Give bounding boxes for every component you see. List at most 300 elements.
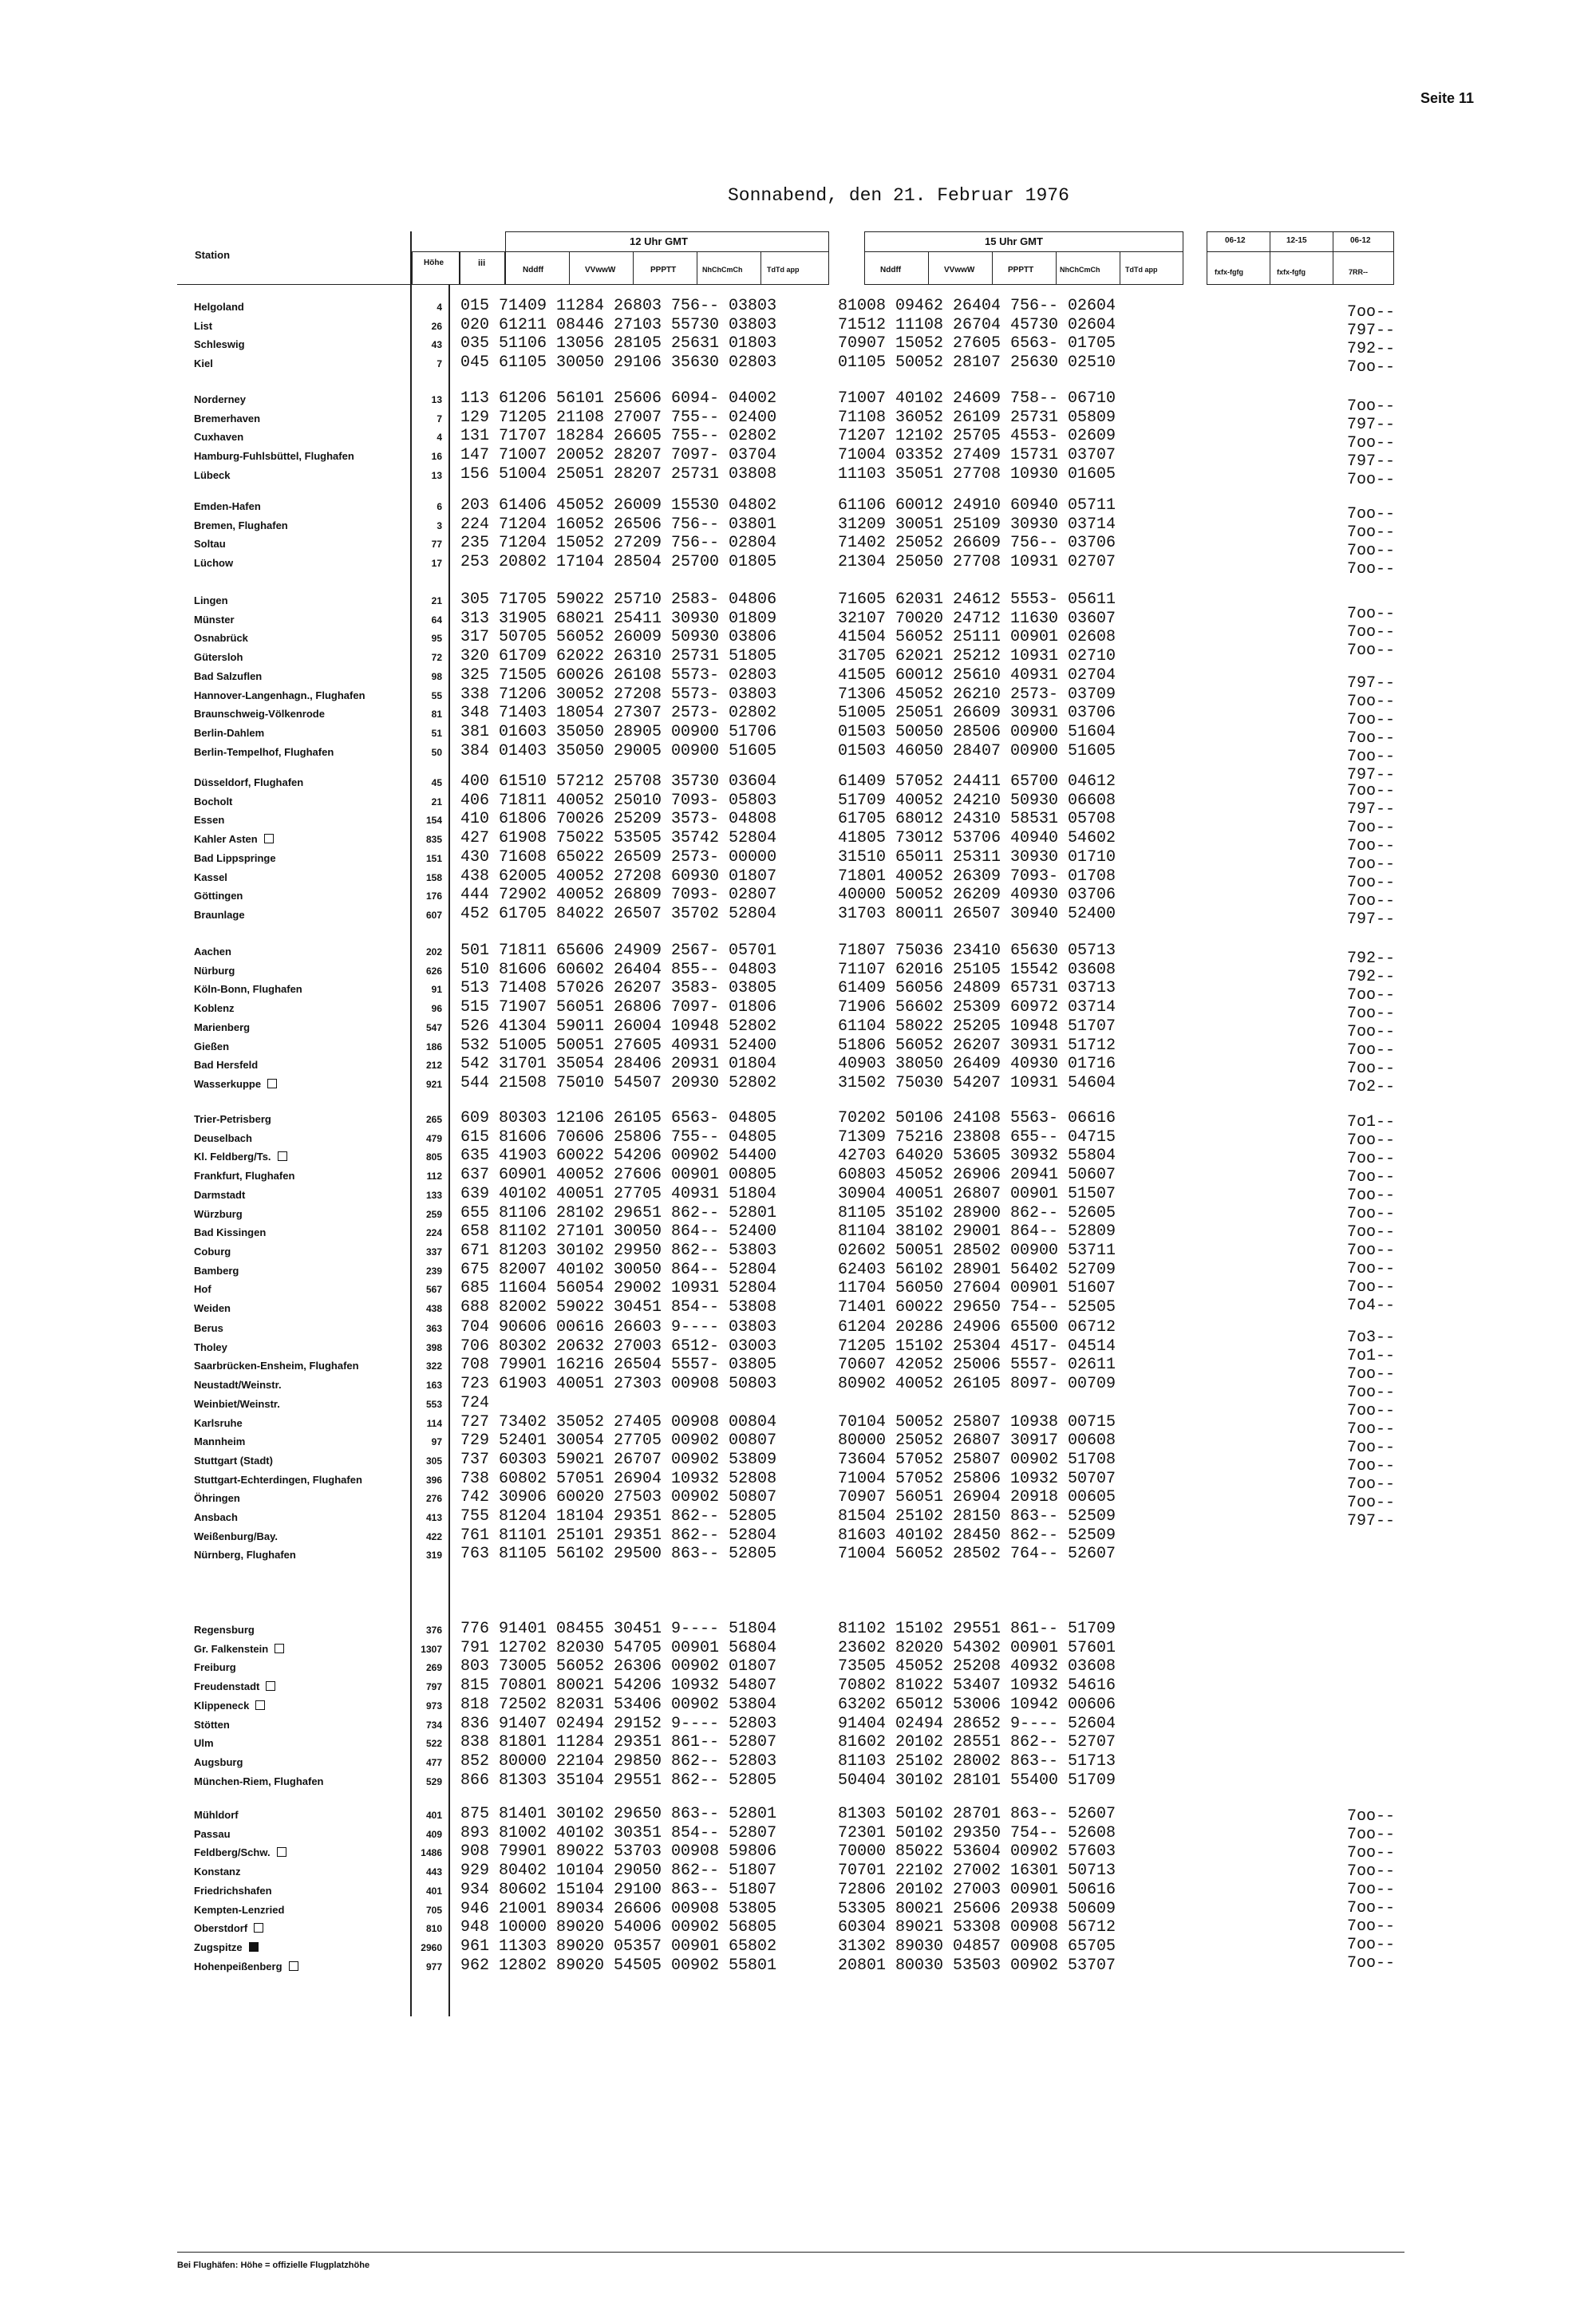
precip-code: 7oo-- <box>1347 303 1396 322</box>
obs-12utc: 131 71707 18284 26605 755-- 02802 <box>460 427 777 445</box>
header-p2: 12-15 <box>1286 236 1307 245</box>
station-name: Lüchow <box>194 557 234 569</box>
station-height: 95 <box>431 633 442 644</box>
obs-12utc: 836 91407 02494 29152 9---- 52803 <box>460 1715 777 1733</box>
precip-code: 7oo-- <box>1347 358 1396 377</box>
station-height: 977 <box>425 1961 442 1972</box>
station-height: 64 <box>431 614 442 626</box>
obs-12utc: 305 71705 59022 25710 2583- 04806 <box>460 590 777 609</box>
open-square-icon <box>277 1847 286 1857</box>
station-height: 522 <box>425 1738 442 1749</box>
obs-15utc: 61409 56056 24809 65731 03713 <box>838 979 1116 997</box>
station-height: 276 <box>425 1493 442 1504</box>
precip-code: 7oo-- <box>1347 1278 1396 1297</box>
obs-12utc: 852 80000 22104 29850 862-- 52803 <box>460 1752 777 1771</box>
station-name: Bocholt <box>194 796 233 807</box>
station-height: 50 <box>431 747 442 758</box>
obs-15utc: 70104 50052 25807 10938 00715 <box>838 1413 1116 1431</box>
station-height: 4 <box>437 302 442 313</box>
obs-15utc: 71605 62031 24612 5553- 05611 <box>838 590 1116 609</box>
precip-code: 7oo-- <box>1347 1205 1396 1223</box>
station-height: 16 <box>431 451 442 462</box>
obs-12utc: 875 81401 30102 29650 863-- 52801 <box>460 1805 777 1823</box>
obs-15utc: 71004 56052 28502 764-- 52607 <box>838 1545 1116 1563</box>
obs-12utc: 338 71206 30052 27208 5573- 03803 <box>460 685 777 704</box>
precip-code: 7oo-- <box>1347 1168 1396 1187</box>
station-name: Lübeck <box>194 469 231 481</box>
station-height: 81 <box>431 709 442 720</box>
precip-code: 7oo-- <box>1347 1862 1396 1881</box>
obs-12utc: 908 79901 89022 53703 00908 59806 <box>460 1842 777 1861</box>
station-height: 810 <box>425 1923 442 1934</box>
precip-code: 7oo-- <box>1347 642 1396 660</box>
obs-12utc: 544 21508 75010 54507 20930 52802 <box>460 1074 777 1092</box>
station-height: 176 <box>425 890 442 902</box>
obs-12utc: 035 51106 13056 28105 25631 01803 <box>460 334 777 353</box>
obs-15utc: 71004 03352 27409 15731 03707 <box>838 446 1116 464</box>
station-height: 305 <box>425 1455 442 1467</box>
obs-12utc: 444 72902 40052 26809 7093- 02807 <box>460 886 777 904</box>
obs-12utc: 156 51004 25051 28207 25731 03808 <box>460 465 777 484</box>
obs-12utc: 637 60901 40052 27606 00901 00805 <box>460 1166 777 1184</box>
h15-c1: VVwwW <box>944 266 975 274</box>
obs-15utc: 01503 46050 28407 00900 51605 <box>838 742 1116 760</box>
h12-c4: TdTd app <box>767 266 800 274</box>
station-name: Weinbiet/Weinstr. <box>194 1398 280 1410</box>
obs-15utc: 72301 50102 29350 754-- 52608 <box>838 1824 1116 1842</box>
station-name: Hannover-Langenhagn., Flughafen <box>194 689 365 701</box>
header-p3-sub: 7RR-- <box>1349 268 1368 276</box>
station-height: 319 <box>425 1550 442 1561</box>
obs-15utc: 62403 56102 28901 56402 52709 <box>838 1261 1116 1279</box>
obs-12utc: 688 82002 59022 30451 854-- 53808 <box>460 1298 777 1317</box>
obs-12utc: 738 60802 57051 26904 10932 52808 <box>460 1470 777 1488</box>
obs-12utc: 729 52401 30054 27705 00902 00807 <box>460 1431 777 1450</box>
obs-12utc: 655 81106 28102 29651 862-- 52801 <box>460 1204 777 1222</box>
station-height: 55 <box>431 690 442 701</box>
obs-15utc: 02602 50051 28502 00900 53711 <box>838 1242 1116 1260</box>
obs-15utc: 81504 25102 28150 863-- 52509 <box>838 1507 1116 1526</box>
station-name: Göttingen <box>194 890 243 902</box>
station-height: 202 <box>425 946 442 958</box>
obs-12utc: 235 71204 15052 27209 756-- 02804 <box>460 534 777 552</box>
obs-15utc: 70000 85022 53604 00902 57603 <box>838 1842 1116 1861</box>
station-height: 96 <box>431 1003 442 1014</box>
station-name: Braunschweig-Völkenrode <box>194 708 325 720</box>
station-name: Hof <box>194 1283 211 1295</box>
precip-code: 7o3-- <box>1347 1329 1396 1347</box>
precip-code: 7oo-- <box>1347 623 1396 642</box>
station-name: Zugspitze <box>194 1941 259 1953</box>
station-height: 13 <box>431 394 442 405</box>
open-square-icon <box>278 1151 287 1161</box>
obs-12utc: 929 80402 10104 29050 862-- 51807 <box>460 1862 777 1880</box>
precip-code: 7oo-- <box>1347 1365 1396 1384</box>
obs-12utc: 948 10000 89020 54006 00902 56805 <box>460 1918 777 1937</box>
obs-15utc: 42703 64020 53605 30932 55804 <box>838 1147 1116 1165</box>
station-name: Schleswig <box>194 338 245 350</box>
obs-15utc: 30904 40051 26807 00901 51507 <box>838 1185 1116 1203</box>
station-height: 158 <box>425 872 442 883</box>
h15-c3: NhChCmCh <box>1060 266 1100 274</box>
precip-code: 7oo-- <box>1347 693 1396 711</box>
station-height: 72 <box>431 652 442 663</box>
obs-12utc: 658 81102 27101 30050 864-- 52400 <box>460 1222 777 1241</box>
precip-code: 7oo-- <box>1347 1844 1396 1862</box>
station-name: Augsburg <box>194 1756 243 1768</box>
precip-code: 7oo-- <box>1347 523 1396 542</box>
obs-15utc: 61409 57052 24411 65700 04612 <box>838 772 1116 791</box>
station-name: Braunlage <box>194 909 245 921</box>
station-name: Münster <box>194 614 235 626</box>
obs-12utc: 755 81204 18104 29351 862-- 52805 <box>460 1507 777 1526</box>
obs-15utc: 81602 20102 28551 862-- 52707 <box>838 1733 1116 1751</box>
obs-15utc: 71007 40102 24609 758-- 06710 <box>838 389 1116 408</box>
obs-15utc: 31703 80011 26507 30940 52400 <box>838 905 1116 923</box>
obs-12utc: 015 71409 11284 26803 756-- 03803 <box>460 297 777 315</box>
precip-code: 7oo-- <box>1347 1260 1396 1278</box>
obs-15utc: 73505 45052 25208 40932 03608 <box>838 1657 1116 1676</box>
station-name: Deuselbach <box>194 1132 252 1144</box>
station-name: Weiden <box>194 1302 231 1314</box>
obs-12utc: 818 72502 82031 53406 00902 53804 <box>460 1696 777 1714</box>
station-name: Berus <box>194 1322 223 1334</box>
obs-15utc: 71512 11108 26704 45730 02604 <box>838 316 1116 334</box>
precip-code: 797-- <box>1347 1512 1396 1530</box>
station-height: 805 <box>425 1151 442 1163</box>
station-name: Aachen <box>194 946 231 958</box>
obs-15utc: 71801 40052 26309 7093- 01708 <box>838 867 1116 886</box>
obs-12utc: 510 81606 60602 26404 855-- 04803 <box>460 961 777 979</box>
station-name: Düsseldorf, Flughafen <box>194 776 304 788</box>
station-height: 921 <box>425 1079 442 1090</box>
obs-15utc: 71306 45052 26210 2573- 03709 <box>838 685 1116 704</box>
obs-12utc: 253 20802 17104 28504 25700 01805 <box>460 553 777 571</box>
precip-code: 7o2-- <box>1347 1078 1396 1096</box>
obs-12utc: 020 61211 08446 27103 55730 03803 <box>460 316 777 334</box>
obs-12utc: 615 81606 70606 25806 755-- 04805 <box>460 1128 777 1147</box>
obs-15utc: 51709 40052 24210 50930 06608 <box>838 792 1116 810</box>
obs-12utc: 526 41304 59011 26004 10948 52802 <box>460 1017 777 1036</box>
obs-12utc: 763 81105 56102 29500 863-- 52805 <box>460 1545 777 1563</box>
station-height: 547 <box>425 1022 442 1033</box>
station-height: 4 <box>437 432 442 443</box>
obs-12utc: 452 61705 84022 26507 35702 52804 <box>460 905 777 923</box>
precip-code: 7oo-- <box>1347 605 1396 623</box>
obs-15utc: 50404 30102 28101 55400 51709 <box>838 1771 1116 1790</box>
station-height: 363 <box>425 1323 442 1334</box>
obs-12utc: 113 61206 56101 25606 6094- 04002 <box>460 389 777 408</box>
obs-12utc: 704 90606 00616 26603 9---- 03803 <box>460 1318 777 1337</box>
station-name: Würzburg <box>194 1208 243 1220</box>
precip-code: 797-- <box>1347 322 1396 340</box>
obs-12utc: 706 80302 20632 27003 6512- 03003 <box>460 1337 777 1356</box>
station-height: 1307 <box>421 1644 442 1655</box>
precip-code: 7oo-- <box>1347 837 1396 855</box>
station-name: Trier-Petrisberg <box>194 1113 271 1125</box>
open-square-icon <box>267 1079 277 1088</box>
obs-15utc: 70701 22102 27002 16301 50713 <box>838 1862 1116 1880</box>
station-name: Kempten-Lenzried <box>194 1904 285 1916</box>
station-name: Soltau <box>194 538 226 550</box>
open-square-icon <box>275 1644 284 1653</box>
obs-12utc: 542 31701 35054 28406 20931 01804 <box>460 1055 777 1073</box>
open-square-icon <box>254 1923 263 1933</box>
station-name: Koblenz <box>194 1002 235 1014</box>
header-12-gmt: 12 Uhr GMT <box>630 235 688 247</box>
obs-15utc: 61204 20286 24906 65500 06712 <box>838 1318 1116 1337</box>
obs-15utc: 23602 82020 54302 00901 57601 <box>838 1639 1116 1657</box>
obs-12utc: 609 80303 12106 26105 6563- 04805 <box>460 1109 777 1127</box>
header-p1-sub: fxfx-fgfg <box>1215 268 1243 276</box>
precip-code: 797-- <box>1347 910 1396 929</box>
obs-15utc: 40000 50052 26209 40930 03706 <box>838 886 1116 904</box>
obs-15utc: 80000 25052 26807 30917 00608 <box>838 1431 1116 1450</box>
station-name: Ansbach <box>194 1511 238 1523</box>
precip-code: 7oo-- <box>1347 471 1396 489</box>
station-height: 376 <box>425 1625 442 1636</box>
precip-code: 7oo-- <box>1347 1005 1396 1023</box>
footnote: Bei Flughäfen: Höhe = offizielle Flugplatzhöhe <box>177 2261 370 2270</box>
station-name: Friedrichshafen <box>194 1885 272 1897</box>
obs-15utc: 71402 25052 26609 756-- 03706 <box>838 534 1116 552</box>
station-name: Frankfurt, Flughafen <box>194 1170 295 1182</box>
obs-15utc: 61106 60012 24910 60940 05711 <box>838 496 1116 515</box>
precip-code: 7oo-- <box>1347 560 1396 578</box>
station-height: 438 <box>425 1303 442 1314</box>
obs-15utc: 01503 50050 28506 00900 51604 <box>838 723 1116 741</box>
precip-code: 7oo-- <box>1347 434 1396 452</box>
station-height: 422 <box>425 1531 442 1542</box>
station-name: Weißenburg/Bay. <box>194 1530 278 1542</box>
station-height: 239 <box>425 1266 442 1277</box>
station-height: 553 <box>425 1399 442 1410</box>
station-name: Regensburg <box>194 1624 255 1636</box>
obs-12utc: 348 71403 18054 27307 2573- 02802 <box>460 704 777 722</box>
obs-12utc: 671 81203 30102 29950 862-- 53803 <box>460 1242 777 1260</box>
station-height: 413 <box>425 1512 442 1523</box>
precip-code: 7oo-- <box>1347 1023 1396 1041</box>
station-height: 17 <box>431 558 442 569</box>
obs-12utc: 384 01403 35050 29005 00900 51605 <box>460 742 777 760</box>
obs-15utc: 71004 57052 25806 10932 50707 <box>838 1470 1116 1488</box>
h12-c2: PPPTT <box>650 266 677 274</box>
obs-12utc: 147 71007 20052 28207 7097- 03704 <box>460 446 777 464</box>
station-name: Norderney <box>194 393 247 405</box>
obs-12utc: 406 71811 40052 25010 7093- 05803 <box>460 792 777 810</box>
station-height: 705 <box>425 1905 442 1916</box>
precip-code: 7oo-- <box>1347 1826 1396 1844</box>
station-height: 26 <box>431 321 442 332</box>
date-line: Sonnabend, den 21. Februar 1976 <box>728 185 1069 206</box>
obs-15utc: 31502 75030 54207 10931 54604 <box>838 1074 1116 1092</box>
obs-15utc: 80902 40052 26105 8097- 00709 <box>838 1375 1116 1393</box>
station-name: Bremerhaven <box>194 413 261 424</box>
station-name: Stuttgart (Stadt) <box>194 1455 273 1467</box>
precip-code: 7o4-- <box>1347 1297 1396 1315</box>
precip-code: 7oo-- <box>1347 1384 1396 1402</box>
obs-15utc: 70907 15052 27605 6563- 01705 <box>838 334 1116 353</box>
station-height: 322 <box>425 1360 442 1372</box>
obs-12utc: 776 91401 08455 30451 9---- 51804 <box>460 1620 777 1638</box>
obs-15utc: 71309 75216 23808 655-- 04715 <box>838 1128 1116 1147</box>
header-15-gmt: 15 Uhr GMT <box>985 235 1043 247</box>
station-height: 259 <box>425 1209 442 1220</box>
obs-12utc: 893 81002 40102 30351 854-- 52807 <box>460 1824 777 1842</box>
h15-c2: PPPTT <box>1008 266 1034 274</box>
obs-15utc: 21304 25050 27708 10931 02707 <box>838 553 1116 571</box>
precip-code: 7oo-- <box>1347 711 1396 729</box>
header-hoehe: Höhe <box>424 259 444 267</box>
precip-code: 797-- <box>1347 452 1396 471</box>
station-height: 567 <box>425 1284 442 1295</box>
obs-15utc: 60304 89021 53308 00908 56712 <box>838 1918 1116 1937</box>
precip-code: 797-- <box>1347 416 1396 434</box>
obs-12utc: 532 51005 50051 27605 40931 52400 <box>460 1037 777 1055</box>
open-square-icon <box>289 1961 298 1971</box>
h12-c0: Nddff <box>523 266 544 274</box>
station-name: Coburg <box>194 1246 231 1258</box>
obs-12utc: 317 50705 56052 26009 50930 03806 <box>460 628 777 646</box>
precip-code: 7oo-- <box>1347 729 1396 748</box>
station-name: Bad Hersfeld <box>194 1059 259 1071</box>
rule-height-right <box>448 285 450 2016</box>
filled-square-icon <box>249 1942 259 1952</box>
station-name: Bad Lippspringe <box>194 852 276 864</box>
station-name: Bad Kissingen <box>194 1226 267 1238</box>
precip-code: 792-- <box>1347 340 1396 358</box>
precip-code: 797-- <box>1347 800 1396 819</box>
station-name: Neustadt/Weinstr. <box>194 1379 282 1391</box>
precip-code: 7oo-- <box>1347 1494 1396 1512</box>
station-name: Nürburg <box>194 965 235 977</box>
precip-code: 7oo-- <box>1347 1475 1396 1494</box>
station-height: 626 <box>425 965 442 977</box>
obs-15utc: 11704 56050 27604 00901 51607 <box>838 1279 1116 1297</box>
station-height: 13 <box>431 470 442 481</box>
station-height: 479 <box>425 1133 442 1144</box>
obs-12utc: 727 73402 35052 27405 00908 00804 <box>460 1413 777 1431</box>
precip-code: 7oo-- <box>1347 1899 1396 1917</box>
obs-15utc: 81103 25102 28002 863-- 51713 <box>838 1752 1116 1771</box>
obs-15utc: 53305 80021 25606 20938 50609 <box>838 1900 1116 1918</box>
open-square-icon <box>264 834 274 843</box>
station-name: Berlin-Dahlem <box>194 727 265 739</box>
obs-12utc: 430 71608 65022 26509 2573- 00000 <box>460 848 777 867</box>
obs-15utc: 11103 35051 27708 10930 01605 <box>838 465 1116 484</box>
open-square-icon <box>255 1700 265 1710</box>
obs-12utc: 410 61806 70026 25209 3573- 04808 <box>460 810 777 828</box>
station-name: Gießen <box>194 1040 230 1052</box>
station-name: Feldberg/Schw. <box>194 1846 286 1858</box>
station-height: 163 <box>425 1380 442 1391</box>
station-name: Freiburg <box>194 1661 236 1673</box>
station-name: Emden-Hafen <box>194 500 261 512</box>
station-name: Nürnberg, Flughafen <box>194 1549 296 1561</box>
obs-15utc: 71906 56602 25309 60972 03714 <box>838 998 1116 1017</box>
station-height: 43 <box>431 339 442 350</box>
obs-12utc: 723 61903 40051 27303 00908 50803 <box>460 1375 777 1393</box>
station-name: Marienberg <box>194 1021 251 1033</box>
obs-15utc: 20801 80030 53503 00902 53707 <box>838 1957 1116 1975</box>
obs-12utc: 685 11604 56054 29002 10931 52804 <box>460 1279 777 1297</box>
precip-code: 7o1-- <box>1347 1347 1396 1365</box>
obs-15utc: 63202 65012 53006 10942 00606 <box>838 1696 1116 1714</box>
precip-code: 7oo-- <box>1347 1420 1396 1439</box>
station-name: List <box>194 320 213 332</box>
precip-code: 7oo-- <box>1347 1936 1396 1954</box>
station-height: 265 <box>425 1114 442 1125</box>
station-height: 401 <box>425 1810 442 1821</box>
station-name: Hohenpeißenberg <box>194 1960 298 1972</box>
station-name: Essen <box>194 814 225 826</box>
obs-12utc: 515 71907 56051 26806 7097- 01806 <box>460 998 777 1017</box>
obs-12utc: 325 71505 60026 26108 5573- 02803 <box>460 666 777 685</box>
footnote-rule <box>177 2252 1404 2253</box>
station-name: Stuttgart-Echterdingen, Flughafen <box>194 1474 362 1486</box>
precip-code: 7oo-- <box>1347 1402 1396 1420</box>
precip-code: 7o1-- <box>1347 1113 1396 1131</box>
obs-12utc: 501 71811 65606 24909 2567- 05701 <box>460 942 777 960</box>
obs-12utc: 724 <box>460 1394 490 1412</box>
precip-code: 7oo-- <box>1347 986 1396 1005</box>
station-name: Oberstdorf <box>194 1922 263 1934</box>
obs-15utc: 81105 35102 28900 862-- 52605 <box>838 1204 1116 1222</box>
obs-15utc: 71107 62016 25105 15542 03608 <box>838 961 1116 979</box>
station-name: Cuxhaven <box>194 431 244 443</box>
station-name: München-Riem, Flughafen <box>194 1775 324 1787</box>
station-name: Tholey <box>194 1341 227 1353</box>
precip-code: 7oo-- <box>1347 1041 1396 1060</box>
obs-15utc: 81603 40102 28450 862-- 52509 <box>838 1526 1116 1545</box>
open-square-icon <box>266 1681 275 1691</box>
header-p3: 06-12 <box>1350 236 1371 245</box>
precip-code: 7oo-- <box>1347 1807 1396 1826</box>
obs-12utc: 866 81303 35104 29551 862-- 52805 <box>460 1771 777 1790</box>
obs-15utc: 01105 50052 28107 25630 02510 <box>838 353 1116 372</box>
obs-12utc: 381 01603 35050 28905 00900 51706 <box>460 723 777 741</box>
obs-15utc: 70202 50106 24108 5563- 06616 <box>838 1109 1116 1127</box>
station-height: 7 <box>437 413 442 424</box>
obs-15utc: 61104 58022 25205 10948 51707 <box>838 1017 1116 1036</box>
station-height: 401 <box>425 1885 442 1897</box>
station-height: 443 <box>425 1866 442 1878</box>
obs-15utc: 81303 50102 28701 863-- 52607 <box>838 1805 1116 1823</box>
obs-15utc: 71207 12102 25705 4553- 02609 <box>838 427 1116 445</box>
obs-12utc: 427 61908 75022 53505 35742 52804 <box>460 829 777 847</box>
obs-12utc: 815 70801 80021 54206 10932 54807 <box>460 1676 777 1695</box>
obs-15utc: 72806 20102 27003 00901 50616 <box>838 1881 1116 1899</box>
station-height: 3 <box>437 520 442 531</box>
obs-12utc: 045 61105 30050 29106 35630 02803 <box>460 353 777 372</box>
obs-12utc: 129 71205 21108 27007 755-- 02400 <box>460 409 777 427</box>
precip-code: 797-- <box>1347 674 1396 693</box>
obs-15utc: 81104 38102 29001 864-- 52809 <box>838 1222 1116 1241</box>
station-name: Helgoland <box>194 301 244 313</box>
station-name: Gütersloh <box>194 651 243 663</box>
station-name: Osnabrück <box>194 632 248 644</box>
obs-15utc: 70802 81022 53407 10932 54616 <box>838 1676 1116 1695</box>
station-height: 224 <box>425 1227 442 1238</box>
precip-code: 7oo-- <box>1347 819 1396 837</box>
header-iii: iii <box>478 259 486 268</box>
station-name: Ulm <box>194 1737 214 1749</box>
obs-12utc: 400 61510 57212 25708 35730 03604 <box>460 772 777 791</box>
precip-code: 7oo-- <box>1347 748 1396 766</box>
obs-15utc: 41505 60012 25610 40931 02704 <box>838 666 1116 685</box>
obs-15utc: 81102 15102 29551 861-- 51709 <box>838 1620 1116 1638</box>
station-name: Köln-Bonn, Flughafen <box>194 983 302 995</box>
